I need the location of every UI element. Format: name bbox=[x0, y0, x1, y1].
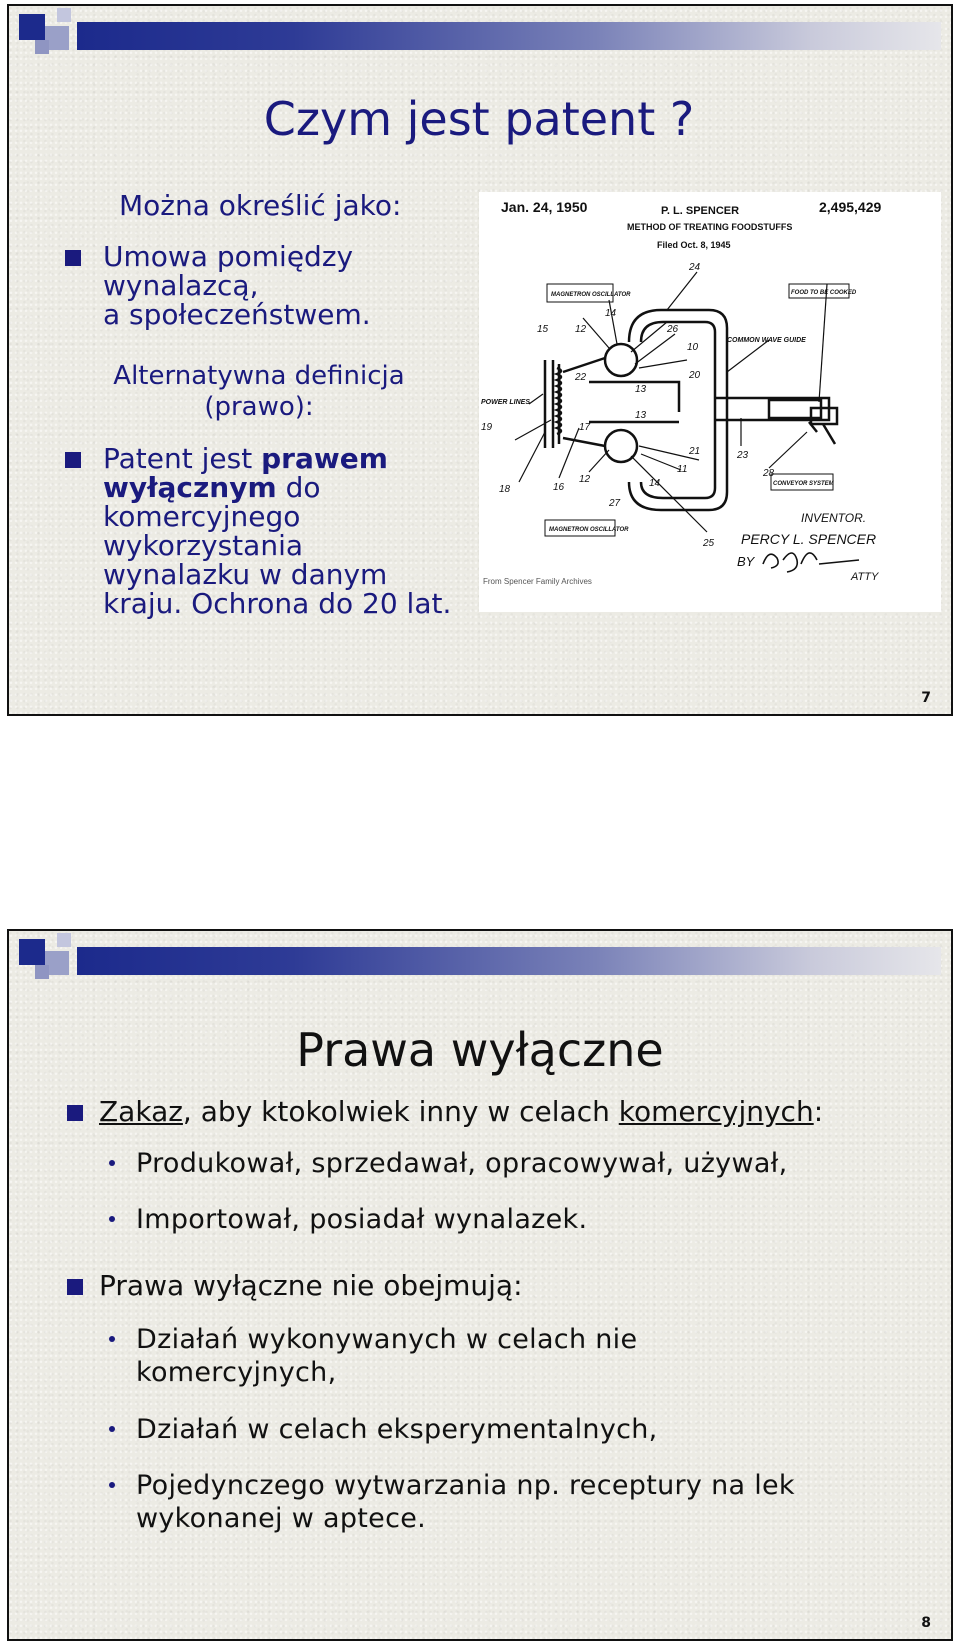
header-square-dark bbox=[19, 14, 45, 40]
page-number: 7 bbox=[921, 690, 931, 706]
sub-bullet-dot bbox=[109, 1336, 115, 1342]
bullet-line: komercyjnego bbox=[103, 500, 301, 533]
header-square-pale bbox=[57, 933, 71, 947]
ref-number: 18 bbox=[499, 484, 511, 495]
ref-number: 26 bbox=[667, 324, 679, 335]
ref-number: 15 bbox=[537, 324, 549, 335]
alt-line: (prawo): bbox=[204, 392, 314, 422]
slide-subtitle: Można określić jako: bbox=[119, 189, 402, 222]
ref-number: 13 bbox=[635, 410, 647, 421]
slide-header-decoration bbox=[9, 931, 951, 989]
patent-by: BY bbox=[737, 554, 755, 569]
patent-drawing bbox=[479, 192, 941, 612]
patent-credit: From Spencer Family Archives bbox=[483, 577, 592, 586]
ref-number: 16 bbox=[553, 482, 565, 493]
patent-label-magnetron-bottom: MAGNETRON OSCILLATOR bbox=[549, 527, 629, 533]
bullet-line: a społeczeństwem. bbox=[103, 298, 371, 331]
ref-number: 12 bbox=[579, 474, 591, 485]
header-square-mid bbox=[35, 965, 49, 979]
sub-bullet-text: Pojedynczego wytwarzania np. receptury na lek bbox=[136, 1470, 795, 1501]
bullet-agreement bbox=[65, 242, 485, 329]
bullet-line: wynalazku w danym bbox=[103, 558, 388, 591]
patent-method: METHOD OF TREATING FOODSTUFFS bbox=[627, 222, 793, 232]
slide-8 bbox=[7, 929, 953, 1641]
ref-number: 20 bbox=[689, 370, 701, 381]
header-gradient-bar bbox=[77, 22, 941, 50]
sub-bullet-dot bbox=[109, 1482, 115, 1488]
bullet-square bbox=[65, 452, 81, 468]
ref-number: 24 bbox=[689, 262, 701, 273]
bullet-text: Patent jest bbox=[103, 442, 262, 475]
ref-number: 19 bbox=[481, 422, 493, 433]
patent-label-power: POWER LINES bbox=[481, 399, 531, 406]
slide-header-decoration bbox=[9, 6, 951, 64]
underlined-commercial: komercyjnych bbox=[618, 1095, 814, 1128]
sub-bullet-text: Produkował, sprzedawał, opracowywał, używał, bbox=[136, 1148, 788, 1179]
ref-number: 28 bbox=[763, 468, 775, 479]
sub-bullet bbox=[109, 1147, 889, 1180]
sub-bullet-text: Importował, posiadał wynalazek. bbox=[136, 1204, 588, 1235]
ref-number: 10 bbox=[687, 342, 699, 353]
ref-number: 25 bbox=[703, 538, 715, 549]
patent-number: 2,495,429 bbox=[819, 199, 882, 215]
patent-date: Jan. 24, 1950 bbox=[501, 199, 588, 215]
alt-line: Alternatywna definicja bbox=[113, 361, 405, 391]
bullet-exclusions bbox=[67, 1269, 523, 1302]
bullet-text: do bbox=[276, 471, 321, 504]
slide-title: Czym jest patent ? bbox=[263, 92, 695, 146]
sub-bullet bbox=[109, 1203, 889, 1236]
sub-bullet-text: Działań w celach eksperymentalnych, bbox=[136, 1414, 658, 1445]
bullet-line: kraju. Ochrona do 20 lat. bbox=[103, 587, 452, 620]
patent-label-magnetron-top: MAGNETRON OSCILLATOR bbox=[551, 292, 631, 298]
bullet-line: wynalazcą, bbox=[103, 269, 259, 302]
ref-number: 21 bbox=[689, 446, 701, 457]
bullet-line: wykorzystania bbox=[103, 529, 304, 562]
bullet-line: Umowa pomiędzy bbox=[103, 240, 354, 273]
header-square-mid bbox=[35, 40, 49, 54]
patent-filed: Filed Oct. 8, 1945 bbox=[657, 240, 731, 250]
sub-bullet-dot bbox=[109, 1216, 115, 1222]
ref-number: 14 bbox=[649, 478, 661, 489]
ref-number: 13 bbox=[635, 384, 647, 395]
ref-number: 17 bbox=[579, 422, 591, 433]
sub-bullet bbox=[109, 1413, 889, 1446]
bullet-text: Prawa wyłączne nie obejmują: bbox=[99, 1269, 523, 1302]
patent-inventor-caption: INVENTOR. bbox=[801, 511, 867, 525]
header-square-pale bbox=[57, 8, 71, 22]
slide-title: Prawa wyłączne bbox=[296, 1023, 664, 1077]
patent-inventor-signature: PERCY L. SPENCER bbox=[741, 531, 877, 547]
bullet-text: , aby ktokolwiek inny w celach bbox=[182, 1095, 619, 1128]
ref-number: 27 bbox=[609, 498, 621, 509]
sub-bullet-text: Działań wykonywanych w celach nie bbox=[136, 1324, 638, 1355]
ref-number: 14 bbox=[605, 308, 617, 319]
page-number: 8 bbox=[921, 1615, 931, 1631]
sub-bullet-text: wykonanej w aptece. bbox=[136, 1503, 427, 1534]
sub-bullet-dot bbox=[109, 1160, 115, 1166]
patent-inventor-name: P. L. SPENCER bbox=[661, 205, 740, 217]
emphasis-right: prawem bbox=[261, 442, 388, 475]
slide-7 bbox=[7, 4, 953, 716]
patent-atty: ATTY bbox=[851, 571, 879, 583]
patent-label-food: FOOD TO BE COOKED bbox=[791, 290, 857, 296]
sub-bullet bbox=[109, 1469, 889, 1535]
header-square-dark bbox=[19, 939, 45, 965]
bullet-patent-right bbox=[65, 444, 485, 618]
emphasis-exclusive: wyłącznym bbox=[103, 471, 277, 504]
bullet-text: : bbox=[813, 1095, 824, 1128]
bullet-square bbox=[67, 1279, 83, 1295]
header-gradient-bar bbox=[77, 947, 941, 975]
patent-label-waveguide: COMMON WAVE GUIDE bbox=[727, 337, 806, 344]
ref-number: 11 bbox=[677, 464, 688, 475]
ref-number: 23 bbox=[737, 450, 749, 461]
bullet-square bbox=[67, 1105, 83, 1121]
alternative-definition bbox=[69, 361, 449, 423]
bullet-square bbox=[65, 250, 81, 266]
attorney-signature bbox=[763, 553, 859, 572]
sub-bullet-text: komercyjnych, bbox=[136, 1357, 337, 1388]
ref-number: 12 bbox=[575, 324, 587, 335]
bullet-prohibition bbox=[67, 1095, 823, 1128]
sub-bullet-dot bbox=[109, 1426, 115, 1432]
ref-number: 22 bbox=[575, 372, 587, 383]
patent-label-conveyor: CONVEYOR SYSTEM bbox=[773, 481, 834, 487]
underlined-ban: Zakaz bbox=[99, 1095, 183, 1128]
sub-bullet bbox=[109, 1323, 889, 1389]
